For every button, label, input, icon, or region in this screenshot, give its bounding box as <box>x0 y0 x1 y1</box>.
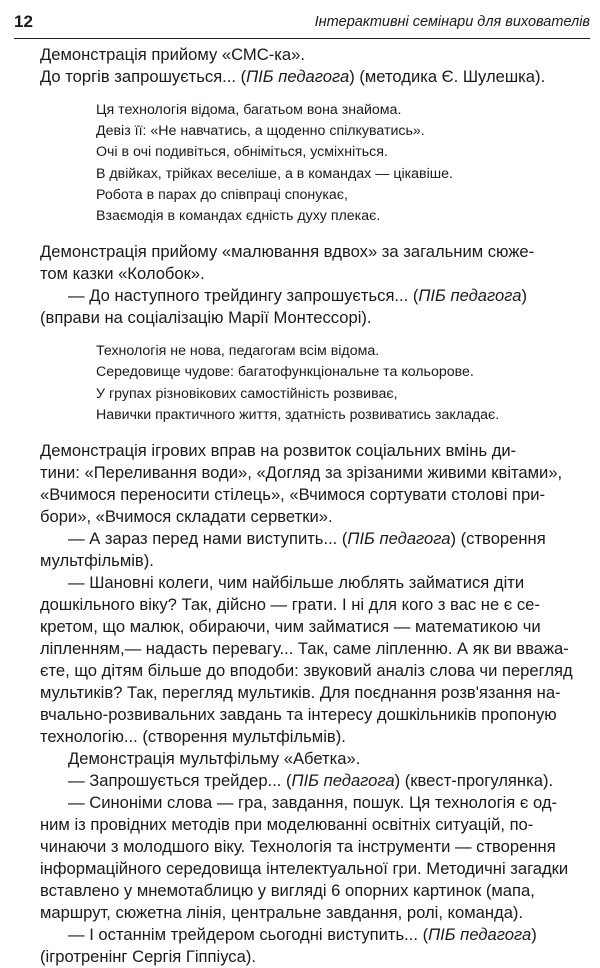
paragraph-line: мультиків? Так, перегляд мультиків. Для поєднання розв'язання на- <box>40 683 561 703</box>
paragraph-line: «Вчимося переносити стілець», «Вчимося сортувати столові при- <box>40 485 546 505</box>
paragraph-line: (ігротренінг Сергія Гіппіуса). <box>40 947 256 967</box>
paragraph-line: мультфільмів). <box>40 551 154 571</box>
running-title: Інтерактивні семінари для вихователів <box>314 14 590 30</box>
paragraph-line: — Запрошується трейдер... (ПІБ педагога) (квест-прогулянка). <box>68 771 554 791</box>
paragraph-line: — Синоніми слова — гра, завдання, пошук. Ця технологія є од- <box>68 793 558 813</box>
poem-line: У групах різновікових самостійність розвиває, <box>96 385 398 402</box>
poem-line: Навички практичного життя, здатність розвиватись закладає. <box>96 406 500 423</box>
paragraph-line: том казки «Колобок». <box>40 264 205 284</box>
paragraph-line: маршрут, сюжетна лінія, центральне завдання, ролі, команда). <box>40 903 524 923</box>
paragraph-line: Демонстрація прийому «СМС-ка». <box>40 45 305 64</box>
poem-line: Ця технологія відома, багатьом вона знайома. <box>96 102 402 118</box>
paragraph-line: дошкільного віку? Так, дійсно — грати. І ні для кого з вас не є се- <box>40 595 540 615</box>
poem-line: Робота в парах до співпраці спонукає, <box>96 186 348 203</box>
poem-line: Середовище чудове: багатофункціональне та кольорове. <box>96 364 474 381</box>
paragraph-line: тини: «Переливання води», «Догляд за зрізаними живими квітами», <box>40 463 563 483</box>
paragraph-line: (вправи на соціалізацію Марії Монтессорі). <box>40 308 372 328</box>
poem-block <box>40 100 590 227</box>
poem-line: В двійках, трійках веселіше, а в командах — цікавіше. <box>96 165 453 182</box>
paragraph-line: — І останнім трейдером сьогодні виступить... (ПІБ педагога) <box>68 925 537 945</box>
page-body <box>40 44 590 968</box>
paragraph-line: ним із провідних методів при моделюванні освітніх ситуацій, по- <box>40 815 534 835</box>
page-header <box>14 10 590 39</box>
paragraph-line: кретом, що малюк, обираючи, чим займатися — математикою чи <box>40 617 541 637</box>
paragraph-line: — Шановні колеги, чим найбільше люблять займатися діти <box>68 573 525 593</box>
paragraph-line: — До наступного трейдингу запрошується... (ПІБ педагога) <box>68 286 528 306</box>
paragraph-line: технологію... (створення мультфільмів). <box>40 727 346 747</box>
poem-line: Девіз її: «Не навчатись, а щоденно спілкуватись». <box>96 123 425 140</box>
page-number: 12 <box>14 12 33 31</box>
paragraph-line: Демонстрація прийому «малювання вдвох» за загальним сюже- <box>40 242 535 262</box>
paragraph-line: інформаційного середовища інтелектуальної гри. Методичні загадки <box>40 859 569 879</box>
poem-block <box>40 341 590 426</box>
paragraph-line: вчально-розвивальних завдань та інтересу дошкільників пропоную <box>40 705 557 725</box>
paragraph-line: чинаючи з молодшого віку. Технологія та інструменти — створення <box>40 837 556 857</box>
paragraph-line: Демонстрація ігрових вправ на розвиток соціальних вмінь ди- <box>40 441 517 461</box>
poem-line: Технологія не нова, педагогам всім відома. <box>96 343 380 360</box>
poem-line: Очі в очі подивіться, обніміться, усміхніться. <box>96 144 388 161</box>
paragraph-line: єте, що дітям більше до вподоби: звуковий аналіз слова чи перегляд <box>40 661 573 681</box>
paragraph-line: До торгів запрошується... (ПІБ педагога) (методика Є. Шулешка). <box>40 67 546 86</box>
paragraph-line: Демонстрація мультфільму «Абетка». <box>68 749 361 769</box>
paragraph-line: бори», «Вчимося складати серветки». <box>40 507 333 527</box>
paragraph-line: — А зараз перед нами виступить... (ПІБ педагога) (створення <box>68 529 546 549</box>
paragraph-line: ліпленням,— надасть перевагу... Так, саме ліпленню. А як ви вважа- <box>40 639 569 659</box>
poem-line: Взаємодія в командах єдність духу плекає. <box>96 208 381 225</box>
paragraph-line: вставлено у мнемотаблицю у вигляді 6 опорних картинок (мапа, <box>40 881 535 901</box>
